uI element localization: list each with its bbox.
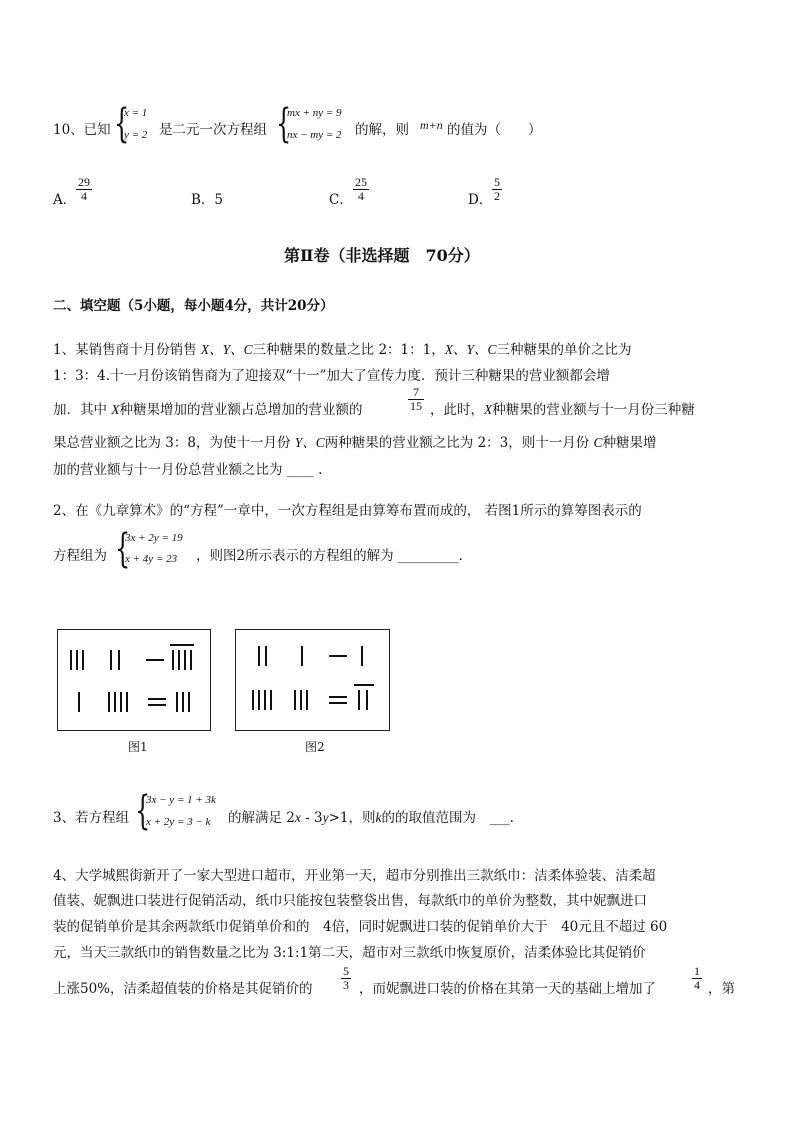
q2-line2a: 方程组为 (53, 548, 107, 564)
q4-line5a: 上涨50%，洁柔超值装的价格是其促销价的 (53, 981, 313, 997)
q1-fraction: 7 15 (410, 385, 422, 413)
q4-fraction-2: 1 4 (694, 964, 700, 992)
q10-sys1-eq2: y = 2 (124, 129, 148, 141)
q2-sys-eq1: 3x + 2y = 19 (125, 532, 183, 544)
q10-option-d-label: D． (468, 192, 493, 208)
q10-option-d-den: 2 (494, 188, 500, 203)
q10-option-a-label: A． (53, 192, 77, 208)
q1-line3-cont: ，此时，X种糖果的营业额与十一月份三种糖 (430, 402, 695, 418)
q3-condition: 的解满足 2x - 3y>1，则k的的取值范围为 ___． (228, 810, 524, 826)
q10-var: m+n (420, 118, 443, 132)
q3-sys-eq2: x + 2y = 3 − k (146, 816, 211, 828)
q10-suffix: 的解，则 (355, 122, 409, 138)
q10-tail: 的值为（ ） (447, 122, 542, 138)
q2-line1: 2、在《九章算术》的“方程”一章中，一次方程组是由算筹布置而成的， 若图1所示的算筹图表示的 (53, 503, 642, 519)
q2-line2b: ，则图2所示表示的方程组的解为 _________． (196, 548, 473, 564)
q1-line1: 1、某销售商十月份销售 X、Y、C三种糖果的数量之比 2：1：1，X、Y、C三种糖果的单价之比为 (53, 342, 632, 358)
q10-mid: 是二元一次方程组 (159, 122, 267, 138)
q10-option-a-num: 29 (78, 175, 90, 189)
q3-sys-brace: { (135, 788, 151, 834)
q4-line4: 元，当天三款纸巾的销售数量之比为 3:1:1第二天，超市对三款纸巾恢复原价，洁柔体验比其促销价 (53, 945, 646, 961)
q10-option-c-den: 4 (358, 188, 364, 203)
q1-line5: 加的营业额与十一月份总营业额之比为 ____ . (53, 462, 323, 478)
q10-option-d-fraction (492, 176, 502, 202)
q10-sys2-eq2: nx − my = 2 (287, 129, 342, 141)
figure-1-caption: 图1 (128, 740, 148, 754)
q10-option-c-fraction (353, 176, 369, 202)
q2-sys-brace: { (115, 526, 131, 572)
q10-sys2-eq1: mx + ny = 9 (287, 107, 342, 119)
q3-prefix: 3、若方程组 (53, 810, 130, 826)
q10-option-d-num: 5 (494, 175, 500, 189)
q4-line5c: ，第 (708, 981, 735, 997)
part2-title: 第Ⅱ卷（非选择题 70分） (284, 246, 480, 265)
q1-line2: 1：3：4.十一月份该销售商为了迎接双“十一”加大了宣传力度．预计三种糖果的营业额都会增 (53, 368, 610, 384)
figure-1-counting-rods (57, 629, 211, 731)
q4-line3: 装的促销单价是其余两款纸巾促销单价和的 4倍，同时妮飘进口装的促销单价大于 40元且不超过 60 (53, 919, 668, 935)
figure-2-counting-rods (235, 629, 390, 731)
q1-line4: 果总营业额之比为 3：8，为使十一月份 Y、C两种糖果的营业额之比为 2：3，则十一月份 C种糖果增 (53, 435, 657, 451)
q10-option-a-fraction (76, 176, 92, 202)
q10-sys2-brace: { (276, 101, 292, 147)
q10-option-a-den: 4 (81, 188, 87, 203)
q10-option-b-label: B．5 (191, 192, 224, 208)
q4-line5b: ，而妮飘进口装的价格在其第一天的基础上增加了 (359, 981, 656, 997)
q4-line1: 4、大学城熙街新开了一家大型进口超市，开业第一天，超市分别推出三款纸巾：洁柔体验装、洁柔超 (53, 868, 656, 884)
q4-line2: 值装、妮飘进口装进行促销活动，纸巾只能按包装整袋出售，每款纸巾的单价为整数，其中妮飘进口 (53, 893, 647, 909)
q10-sys1-eq1: x = 1 (124, 107, 148, 119)
section2-title: 二、填空题（5小题，每小题4分，共计20分） (53, 298, 334, 314)
q10-sys1-brace: { (114, 101, 130, 147)
q10-prefix: 10、已知 (53, 122, 111, 138)
q1-line3: 加．其中 X种糖果增加的营业额占总增加的营业额的 (53, 402, 363, 418)
q2-sys-eq2: x + 4y = 23 (125, 553, 178, 565)
q4-fraction-1: 5 3 (343, 964, 349, 992)
q10-option-c-label: C． (329, 192, 353, 208)
q3-sys-eq1: 3x − y = 1 + 3k (146, 794, 216, 806)
q10-option-c-num: 25 (355, 175, 367, 189)
figure-2-caption: 图2 (305, 740, 325, 754)
